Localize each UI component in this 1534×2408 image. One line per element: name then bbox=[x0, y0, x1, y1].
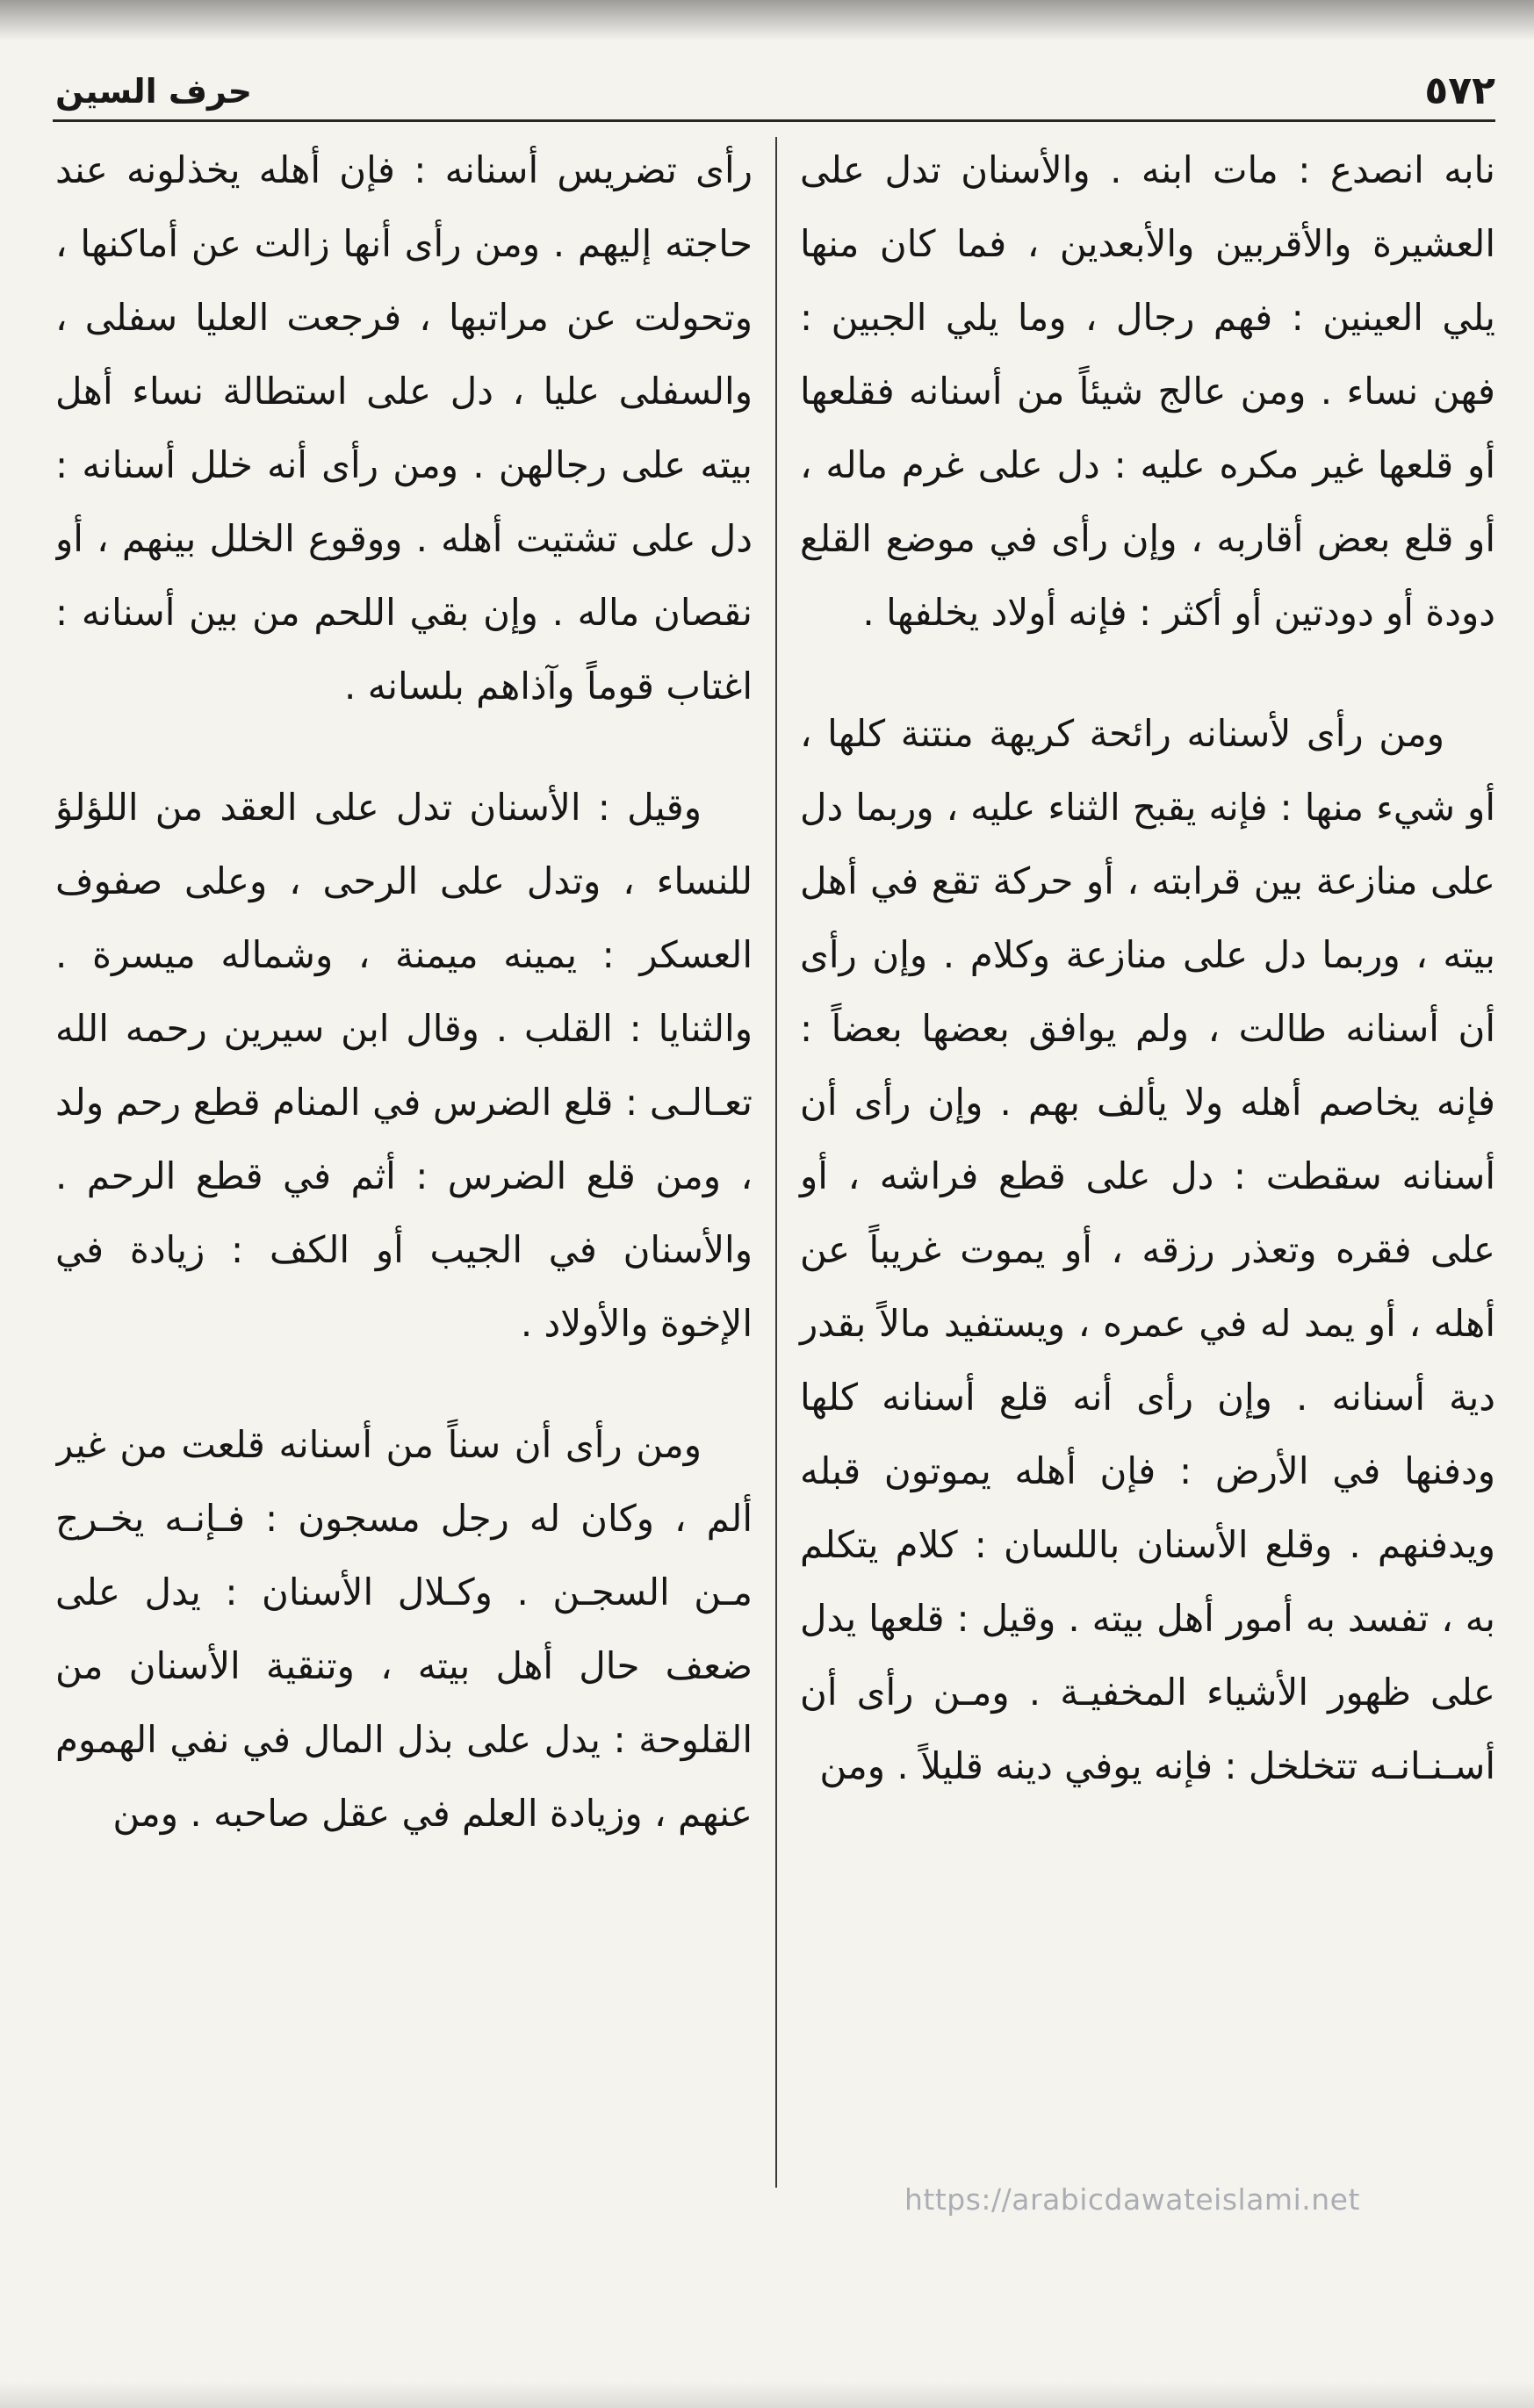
left-column bbox=[55, 133, 753, 2188]
header-rule bbox=[53, 119, 1495, 122]
text-columns bbox=[55, 133, 1495, 2188]
paragraph: رأى تضريس أسنانه : فإن أهله يخذلونه عند حاجته إليهم . ومن رأى أنها زالت عن أماكنها ، وتحولت عن مراتبها ، فرجعت العليا سفلى ، والسفلى عليا ، دل على استطالة نساء أهل بيته على رجالهن . ومن رأى أنه خلل أسنانه : دل على تشتيت أهله . ووقوع الخلل بينهم ، أو نقصان ماله . وإن بقي اللحم من بين أسنانه : اغتاب قوماً وآذاهم بلسانه . bbox=[55, 148, 753, 708]
scan-edge-top bbox=[0, 0, 1534, 40]
watermark-url: https://arabicdawateislami.net bbox=[904, 2182, 1360, 2217]
paragraph: ومن رأى لأسنانه رائحة كريهة منتنة كلها ، أو شيء منها : فإنه يقبح الثناء عليه ، وربما دل على منازعة بين قرابته ، أو حركة تقع في أهل بيته ، وربما دل على منازعة وكلام . وإن رأى أن أسنانه طالت ، ولم يوافق بعضها بعضاً : فإنه يخاصم أهله ولا يألف بهم . وإن رأى أن أسنانه سقطت : دل على قطع فراشه ، أو على فقره وتعذر رزقه ، أو يموت غريباً عن أهله ، أو يمد له في عمره ، ويستفيد مالاً بقدر دية أسنانه . وإن رأى أنه قلع أسنانه كلها ودفنها في الأرض : فإن أهله يموتون قبله ويدفنهم . وقلع الأسنان باللسان : كلام يتكلم به ، تفسد به أمور أهل بيته . وقيل : قلعها يدل على ظهور الأشياء المخفيـة . ومـن رأى أن أسـنـانـه تتخلخل : فإنه يوفي دينه قليلاً . ومن bbox=[800, 712, 1495, 1787]
page-number: ٥٧٢ bbox=[1424, 68, 1495, 113]
scan-edge-bottom bbox=[0, 2382, 1534, 2408]
page-header bbox=[55, 68, 1495, 114]
paragraph: وقيل : الأسنان تدل على العقد من اللؤلؤ للنساء ، وتدل على الرحى ، وعلى صفوف العسكر : يمينه ميمنة ، وشماله ميسرة . والثنايا : القلب . وقال ابن سيرين رحمه الله تعـالـى : قلع الضرس في المنام قطع رحم ولد ، ومن قلع الضرس : أثم في قطع الرحم . والأسنان في الجيب أو الكف : زيادة في الإخوة والأولاد . bbox=[55, 786, 753, 1345]
chapter-title: حرف السين bbox=[55, 72, 253, 111]
right-column bbox=[800, 133, 1495, 2188]
paragraph: ومن رأى أن سناً من أسنانه قلعت من غير ألم ، وكان له رجل مسجون : فـإنـه يخـرج مـن السجـن . وكـلال الأسنان : يدل على ضعف حال أهل بيته ، وتنقية الأسنان من القلوحة : يدل على بذل المال في نفي الهموم عنهم ، وزيادة العلم في عقل صاحبه . ومن bbox=[55, 1423, 753, 1835]
column-divider bbox=[775, 137, 777, 2188]
paragraph: نابه انصدع : مات ابنه . والأسنان تدل على العشيرة والأقربين والأبعدين ، فما كان منها يلي العينين : فهم رجال ، وما يلي الجبين : فهن نساء . ومن عالج شيئاً من أسنانه فقلعها أو قلعها غير مكره عليه : دل على غرم ماله ، أو قلع بعض أقاربه ، وإن رأى في موضع القلع دودة أو دودتين أو أكثر : فإنه أولاد يخلفها . bbox=[800, 148, 1495, 634]
